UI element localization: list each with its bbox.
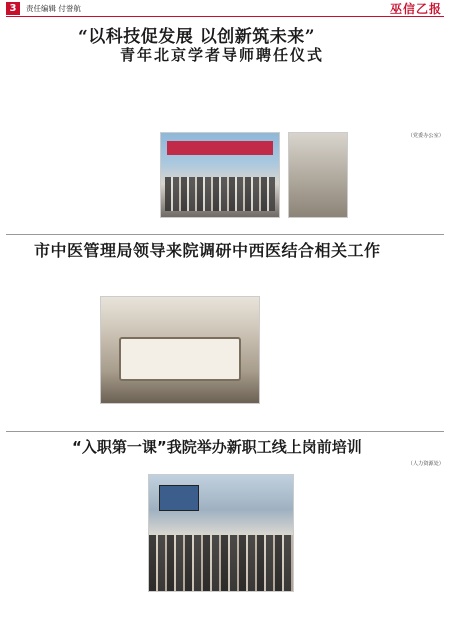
article2-headline: 市中医管理局领导来院调研中西医结合相关工作 [34, 241, 381, 260]
article2-column-4 [360, 262, 444, 428]
article2-meeting-photo [100, 296, 260, 404]
article1-headline: “以科技促发展 以创新筑未来” [78, 27, 315, 47]
photo-audience [149, 535, 293, 591]
article3-column-1 [6, 460, 74, 626]
page-number: 3 [6, 2, 20, 15]
photo-meeting-table [119, 337, 241, 381]
article3-column-2 [78, 460, 144, 626]
divider-1 [6, 234, 444, 235]
article3-training-photo [148, 474, 294, 592]
article3-headline: “入职第一课”我院举办新职工线上岗前培训 [72, 438, 362, 456]
article1-column-3 [160, 70, 284, 130]
article1-credit: （党委办公室） [407, 133, 444, 139]
article1-side-photo [288, 132, 348, 218]
divider-2 [6, 431, 444, 432]
article3-column-4 [374, 460, 444, 626]
masthead [0, 0, 450, 17]
photo-projection-screen [159, 485, 199, 511]
photo-people [165, 177, 275, 211]
article1-column-4 [288, 70, 444, 130]
article1-group-photo [160, 132, 280, 218]
article1-column-1 [6, 70, 80, 234]
edition-label: 责任编辑 付誉航 [26, 4, 81, 13]
article2-column-2 [100, 262, 270, 294]
article3-credit: （人力资源处） [407, 461, 444, 467]
article2-column-3 [274, 262, 356, 428]
article1-column-2 [84, 70, 156, 234]
masthead-rule [6, 16, 444, 17]
photo-banner [167, 141, 273, 155]
article3-column-3 [298, 460, 370, 626]
article1-column-5 [352, 132, 444, 224]
article2-column-1 [6, 262, 96, 428]
article1-subhead: 青年北京学者导师聘任仪式 [120, 46, 325, 64]
paper-name: 巫信乙报 [389, 2, 442, 16]
